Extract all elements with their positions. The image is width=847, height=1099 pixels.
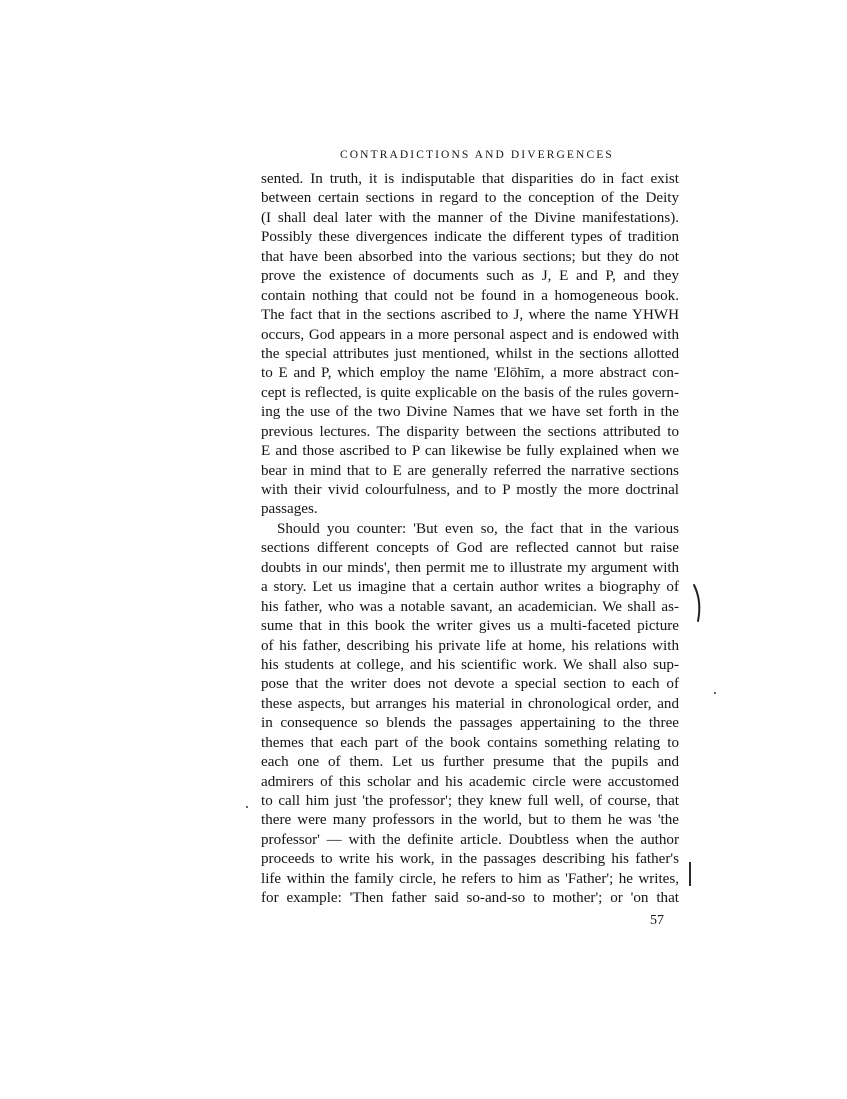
text-line: passages. — [261, 501, 318, 518]
text-line: bear in mind that to E are generally referred the narrative sections — [261, 462, 679, 479]
text-line: in consequence so blends the passages appertaining to the three — [261, 715, 679, 732]
body-text — [261, 170, 679, 909]
text-line: to call him just 'the professor'; they knew full well, of course, that — [261, 793, 679, 809]
text-line: these aspects, but arranges his material in chronological order, and — [261, 695, 679, 712]
text-line: Possibly these divergences indicate the different types of tradition — [261, 229, 679, 246]
scan-speck — [714, 692, 716, 694]
text-line: E and those ascribed to P can likewise be fully explained when we — [261, 443, 679, 460]
text-line: of his father, describing his private life at home, his relations with — [261, 637, 679, 654]
text-line: themes that each part of the book contains something relating to — [261, 734, 679, 751]
text-line: (I shall deal later with the manner of the Divine manifestations). — [261, 209, 679, 226]
text-line: life within the family circle, he refers to him as 'Father'; he writes, — [261, 870, 679, 887]
text-line: professor' — with the definite article. Doubtless when the author — [261, 831, 679, 848]
text-line: The fact that in the sections ascribed to J, where the name YHWH — [261, 307, 679, 324]
text-line: between certain sections in regard to the conception of the Deity — [261, 190, 679, 207]
text-line: each one of them. Let us further presume that the pupils and — [261, 754, 679, 771]
text-line: his students at college, and his scientific work. We shall also sup- — [261, 656, 679, 673]
margin-bar-mark — [689, 862, 691, 886]
paragraph-start-line: Should you counter: 'But even so, the fact that in the various — [277, 520, 679, 537]
text-line: proceeds to write his work, in the passages describing his father's — [261, 851, 679, 868]
text-line: with their vivid colourfulness, and to P mostly the more doctrinal — [261, 482, 679, 498]
text-line: doubts in our minds', then permit me to illustrate my argument with — [261, 559, 679, 576]
text-line: sume that in this book the writer gives us a multi-faceted picture — [261, 618, 679, 635]
text-line: that have been absorbed into the various sections; but they do not — [261, 248, 679, 265]
text-line: ing the use of the two Divine Names that we have set forth in the — [261, 404, 679, 421]
text-line: occurs, God appears in a more personal aspect and is endowed with — [261, 326, 679, 343]
text-line: sented. In truth, it is indisputable that disparities do in fact exist — [261, 171, 679, 187]
text-line: the special attributes just mentioned, whilst in the sections allotted — [261, 345, 679, 362]
running-header: CONTRADICTIONS AND DIVERGENCES — [340, 149, 614, 161]
text-line: admirers of this scholar and his academic circle were accustomed — [261, 773, 679, 790]
text-line: sections different concepts of God are reflected cannot but raise — [261, 540, 679, 557]
text-line: his father, who was a notable savant, an academician. We shall as- — [261, 598, 679, 615]
text-line: cept is reflected, is quite explicable on the basis of the rules govern- — [261, 384, 679, 401]
text-line: pose that the writer does not devote a special section to each of — [261, 676, 679, 693]
margin-bracket-mark — [691, 583, 705, 623]
text-line: to E and P, which employ the name 'Elōhīm, a more abstract con- — [261, 365, 679, 382]
text-line: contain nothing that could not be found in a homogeneous book. — [261, 287, 679, 304]
scan-speck — [246, 806, 248, 808]
text-line: a story. Let us imagine that a certain author writes a biography of — [261, 579, 679, 596]
text-line: there were many professors in the world, but to them he was 'the — [261, 812, 679, 829]
text-line: for example: 'Then father said so-and-so to mother'; or 'on that — [261, 890, 679, 907]
page-number: 57 — [650, 913, 664, 928]
text-line: previous lectures. The disparity between the sections attributed to — [261, 423, 679, 440]
text-line: prove the existence of documents such as J, E and P, and they — [261, 268, 679, 285]
